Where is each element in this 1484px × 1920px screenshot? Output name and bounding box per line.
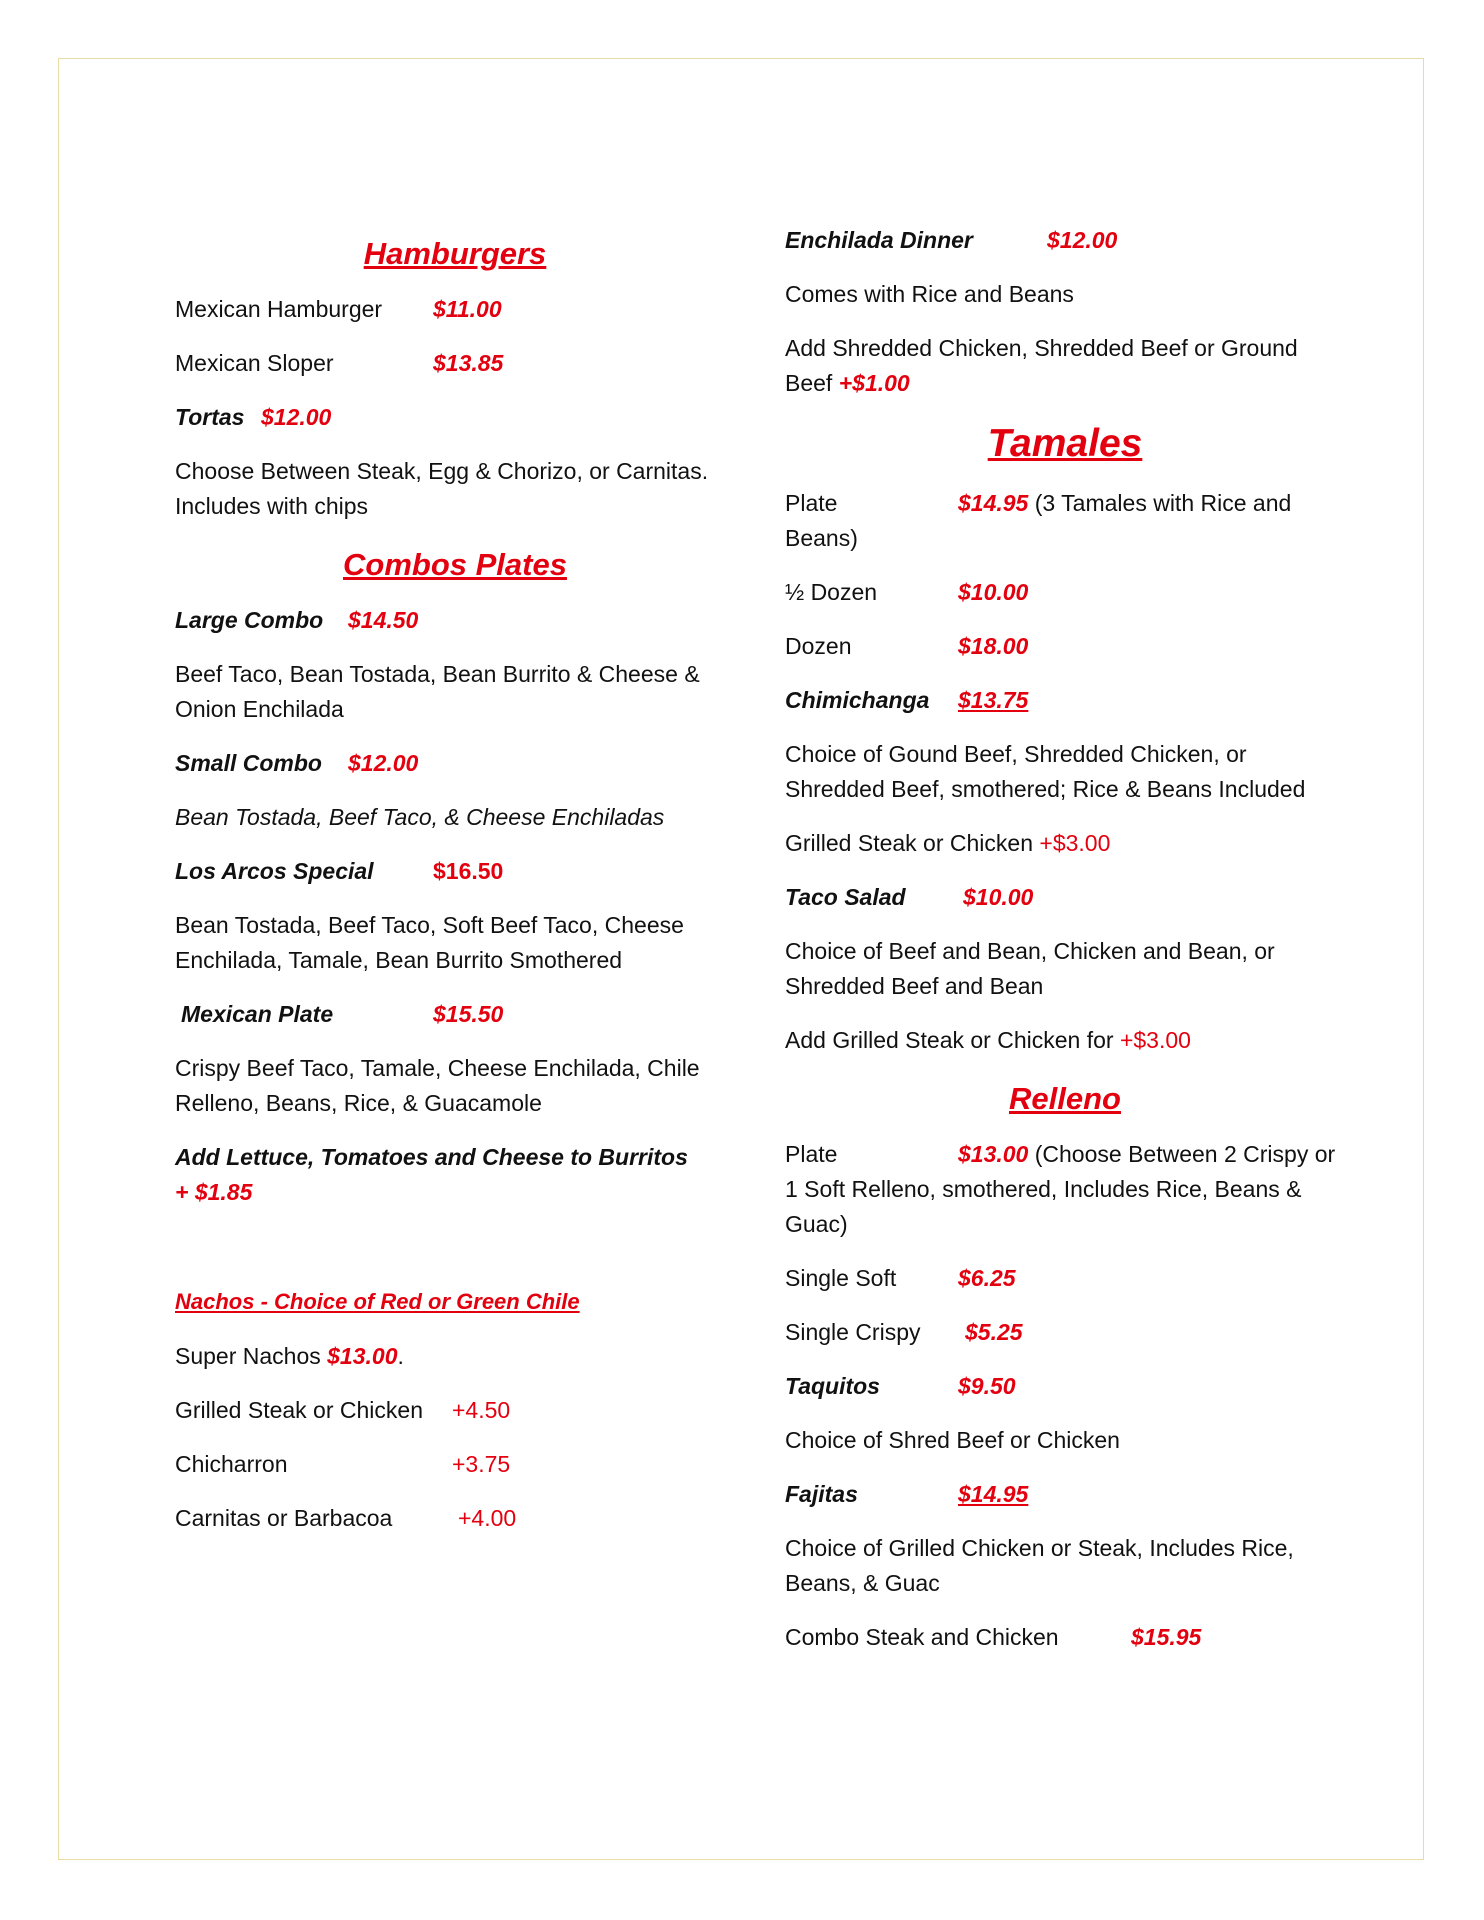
item-price: +4.50	[452, 1397, 511, 1423]
menu-item-dozen	[785, 629, 1345, 664]
menu-item-combo-steak-chicken	[785, 1620, 1345, 1655]
item-price: $12.00	[261, 404, 332, 430]
menu-item-mexican-sloper	[175, 346, 735, 381]
item-name: ½ Dozen	[785, 579, 878, 605]
taco-salad-description: Choice of Beef and Bean, Chicken and Bean, or Shredded Beef and Bean	[785, 938, 1275, 999]
menu-item-fajitas	[785, 1477, 1345, 1512]
item-suffix: .	[397, 1343, 404, 1369]
item-name: Mexican Hamburger	[175, 296, 383, 322]
item-price: $14.50	[348, 607, 419, 633]
menu-item-small-combo	[175, 746, 735, 781]
item-name: Plate	[785, 1141, 838, 1167]
combos-heading: Combos Plates	[343, 547, 567, 582]
item-price: $11.00	[433, 296, 502, 322]
menu-item-half-dozen	[785, 575, 1345, 610]
item-price: $13.85	[433, 350, 504, 376]
fajitas-description: Choice of Grilled Chicken or Steak, Includes Rice, Beans, & Guac	[785, 1535, 1294, 1596]
menu-item-chimichanga	[785, 683, 1345, 718]
right-column	[785, 223, 1345, 1674]
item-name: Taco Salad	[785, 884, 906, 910]
item-name: Large Combo	[175, 607, 324, 633]
menu-item-taquitos	[785, 1369, 1345, 1404]
addon-price: + $1.85	[175, 1179, 253, 1205]
taco-salad-addon	[785, 1023, 1345, 1058]
menu-item-single-soft	[785, 1261, 1345, 1296]
item-description: (3 Tamales with Rice and Beans)	[785, 490, 1292, 551]
item-price: $14.95	[958, 1481, 1029, 1507]
item-price: +3.75	[452, 1451, 511, 1477]
item-price: $5.25	[965, 1319, 1023, 1345]
spacer	[175, 1229, 735, 1285]
menu-item-enchilada-dinner	[785, 223, 1345, 258]
addon-price: +$3.00	[1119, 1027, 1191, 1053]
item-price: $14.95	[958, 490, 1029, 516]
item-price: $9.50	[958, 1373, 1016, 1399]
addon-text: Add Lettuce, Tomatoes and Cheese to Burritos	[175, 1144, 688, 1170]
item-description: (Choose Between 2 Crispy or 1 Soft Relleno, smothered, Includes Rice, Beans & Guac)	[785, 1141, 1336, 1237]
hamburgers-heading: Hamburgers	[363, 236, 547, 271]
menu-item-tortas	[175, 400, 735, 435]
addon-price: +$1.00	[838, 370, 910, 396]
menu-item-single-crispy	[785, 1315, 1345, 1350]
item-price: $12.00	[348, 750, 419, 776]
menu-item-mexican-hamburger	[175, 292, 735, 327]
enchilada-addon	[785, 331, 1345, 401]
menu-item-relleno-plate	[785, 1137, 1345, 1242]
item-name: Tortas	[175, 404, 245, 430]
item-name: Small Combo	[175, 750, 322, 776]
item-name: Single Soft	[785, 1265, 897, 1291]
menu-item-taco-salad	[785, 880, 1345, 915]
item-name: Carnitas or Barbacoa	[175, 1505, 393, 1531]
item-name: Combo Steak and Chicken	[785, 1624, 1059, 1650]
left-column	[175, 232, 735, 1555]
item-price: +4.00	[458, 1505, 517, 1531]
nachos-extra-grilled	[175, 1393, 735, 1428]
item-name: Mexican Sloper	[175, 350, 334, 376]
item-name: Super Nachos	[175, 1343, 321, 1369]
item-price: $13.00	[958, 1141, 1029, 1167]
item-price: $6.25	[958, 1265, 1016, 1291]
menu-item-tamales-plate	[785, 486, 1345, 556]
item-name: Taquitos	[785, 1373, 880, 1399]
item-name: Chimichanga	[785, 687, 930, 713]
item-price: $10.00	[963, 884, 1034, 910]
relleno-heading: Relleno	[1009, 1081, 1121, 1116]
addon-text: Add Shredded Chicken, Shredded Beef or Ground Beef	[785, 335, 1298, 396]
item-name: Mexican Plate	[181, 1001, 334, 1027]
item-name: Fajitas	[785, 1481, 858, 1507]
item-price: $15.95	[1131, 1624, 1202, 1650]
taquitos-description: Choice of Shred Beef or Chicken	[785, 1427, 1120, 1453]
item-price: $16.50	[433, 858, 504, 884]
item-price: $13.75	[958, 687, 1029, 713]
chimichanga-description: Choice of Gound Beef, Shredded Chicken, or Shredded Beef, smothered; Rice & Beans Included	[785, 741, 1306, 802]
chimichanga-addon	[785, 826, 1345, 861]
item-price: $13.00	[327, 1343, 398, 1369]
item-price: $10.00	[958, 579, 1029, 605]
nachos-extra-carnitas	[175, 1501, 735, 1536]
burrito-addon	[175, 1140, 735, 1210]
item-name: Single Crispy	[785, 1319, 921, 1345]
item-name: Grilled Steak or Chicken	[175, 1397, 423, 1423]
item-price: $18.00	[958, 633, 1029, 659]
item-name: Chicharron	[175, 1451, 288, 1477]
enchilada-description: Comes with Rice and Beans	[785, 281, 1074, 307]
item-name: Enchilada Dinner	[785, 227, 973, 253]
menu-item-super-nachos	[175, 1339, 735, 1374]
addon-text: Add Grilled Steak or Chicken for	[785, 1027, 1114, 1053]
item-price: $15.50	[433, 1001, 504, 1027]
item-name: Dozen	[785, 633, 852, 659]
tamales-heading: Tamales	[987, 422, 1143, 465]
addon-price: +$3.00	[1039, 830, 1111, 856]
nachos-extra-chicharron	[175, 1447, 735, 1482]
tortas-description: Choose Between Steak, Egg & Chorizo, or Carnitas. Includes with chips	[175, 458, 709, 519]
item-name: Los Arcos Special	[175, 858, 374, 884]
menu-item-los-arcos-special	[175, 854, 735, 889]
menu-item-large-combo	[175, 603, 735, 638]
mexican-plate-description: Crispy Beef Taco, Tamale, Cheese Enchilada, Chile Relleno, Beans, Rice, & Guacamole	[175, 1055, 700, 1116]
large-combo-description: Beef Taco, Bean Tostada, Bean Burrito & Cheese & Onion Enchilada	[175, 661, 700, 722]
item-name: Plate	[785, 490, 838, 516]
los-arcos-special-description: Bean Tostada, Beef Taco, Soft Beef Taco, Cheese Enchilada, Tamale, Bean Burrito Smothered	[175, 912, 684, 973]
small-combo-description: Bean Tostada, Beef Taco, & Cheese Enchiladas	[175, 804, 665, 830]
menu-item-mexican-plate	[175, 997, 735, 1032]
item-price: $12.00	[1047, 227, 1118, 253]
nachos-heading: Nachos - Choice of Red or Green Chile	[175, 1289, 580, 1314]
addon-text: Grilled Steak or Chicken	[785, 830, 1033, 856]
